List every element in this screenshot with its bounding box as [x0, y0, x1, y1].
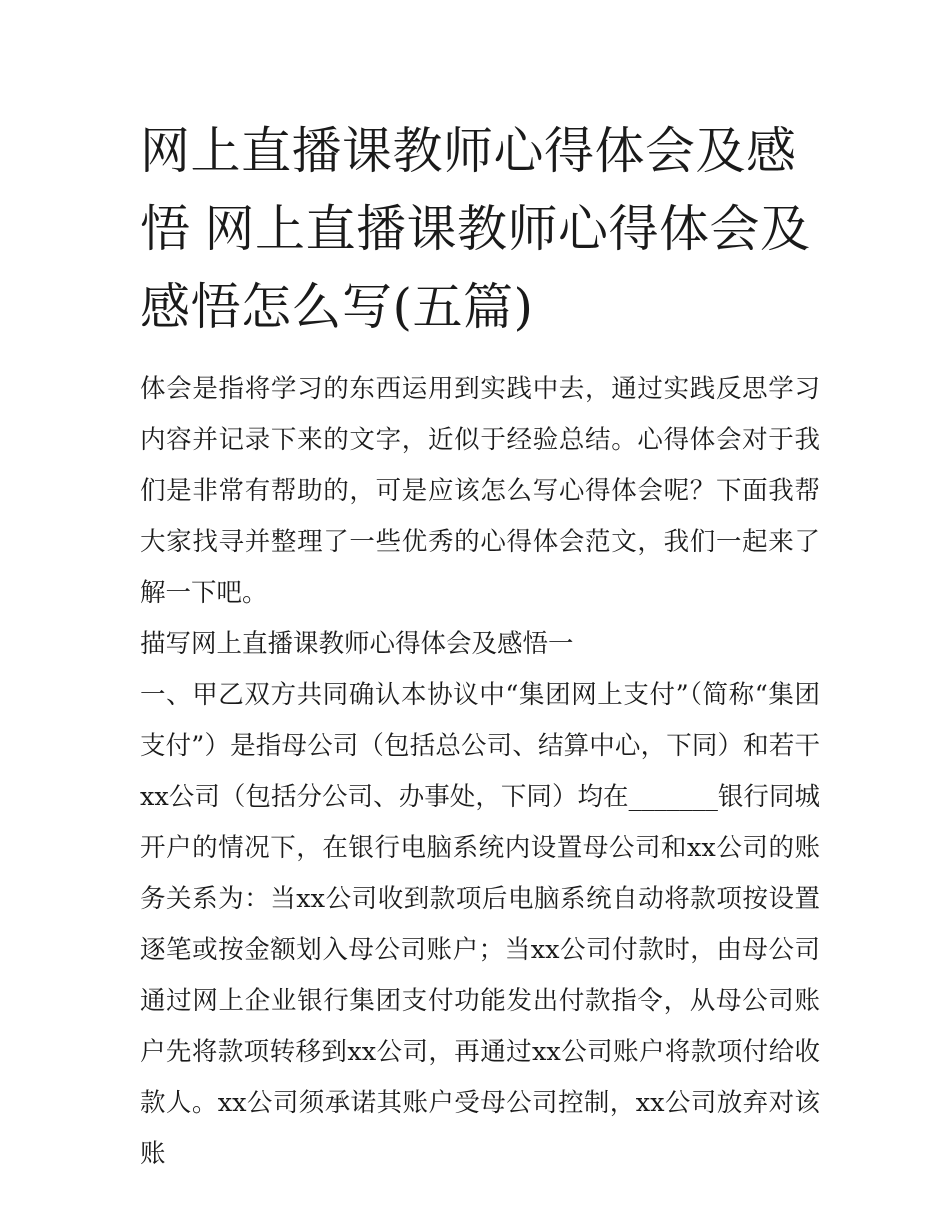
document-title	[140, 112, 820, 346]
intro-paragraph: 体会是指将学习的东西运用到实践中去，通过实践反思学习内容并记录下来的文字，近似于经验总结。心得体会对于我们是非常有帮助的，可是应该怎么写心得体会呢？下面我帮大家找寻并整理了一些优秀的心得体会范文，我们一起来了解一下吧。	[140, 374, 820, 608]
document-body	[140, 364, 820, 1180]
title-part-2: 网上直播课教师心得体会及感悟怎么写(五篇)	[140, 200, 811, 336]
title-part-1: 网上直播课教师心得体会及感悟	[140, 122, 797, 258]
section-heading: 描写网上直播课教师心得体会及感悟一	[140, 629, 574, 659]
document-page	[140, 112, 820, 1180]
clause-paragraph: 一、甲乙双方共同确认本协议中“集团网上支付”（简称“集团支付”）是指母公司（包括总公司、结算中心，下同）和若干xx公司（包括分公司、办事处，下同）均在_______银行同城开户的情况下，在银行电脑系统内设置母公司和xx公司的账务关系为：当xx公司收到款项后电脑系统自动将款项按设置逐笔或按金额划入母公司账户；当xx公司付款时，由母公司通过网上企业银行集团支付功能发出付款指令，从母公司账户先将款项转移到xx公司，再通过xx公司账户将款项付给收款人。xx公司须承诺其账户受母公司控制，xx公司放弃对该账	[140, 680, 820, 1169]
